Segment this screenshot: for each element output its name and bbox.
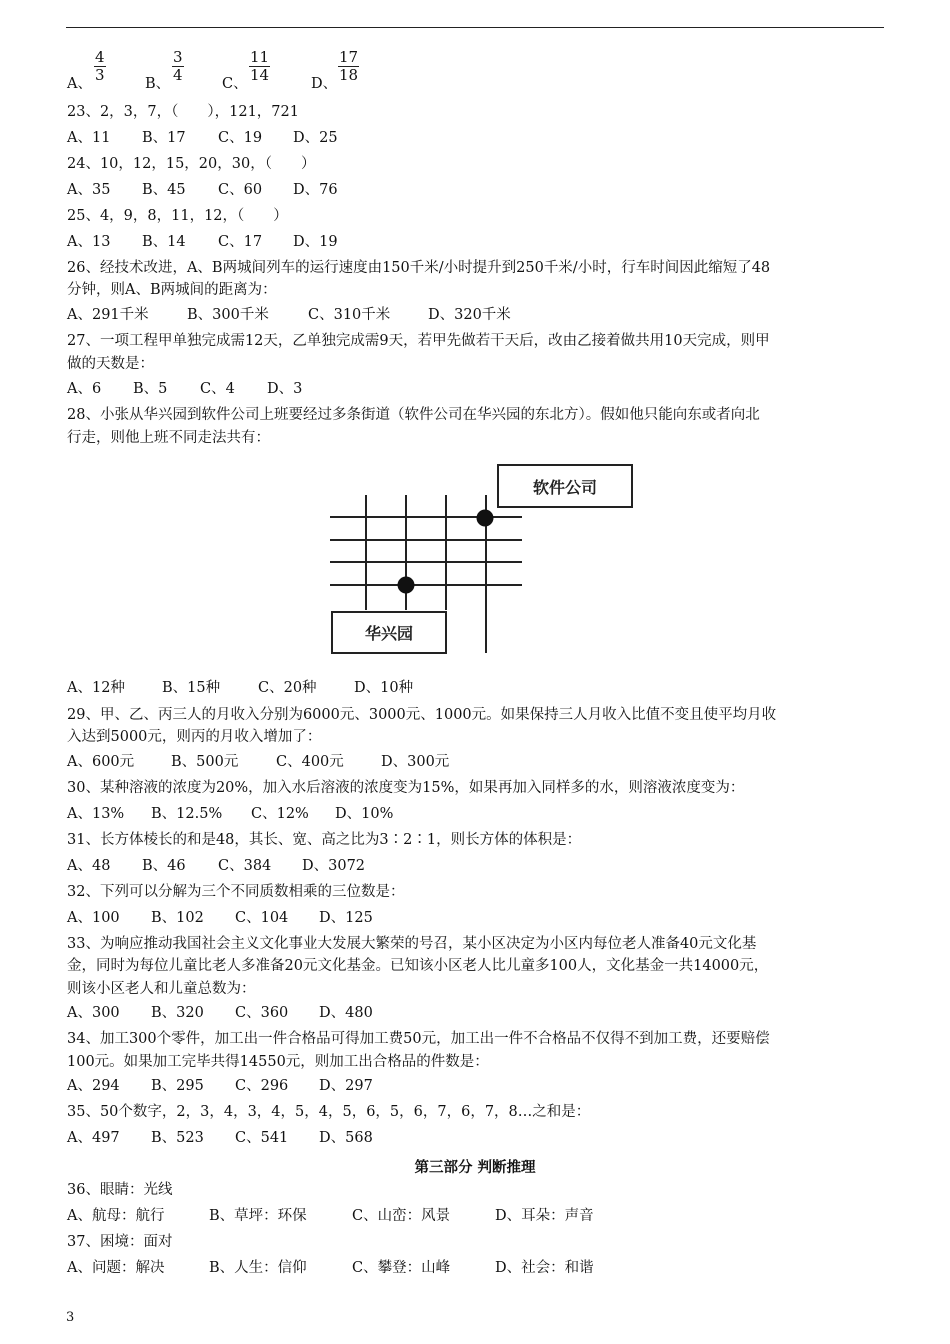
option-d: D、19 [293, 234, 338, 250]
option-a: A、问题：解决 [67, 1260, 165, 1276]
option-b: B、102 [151, 910, 204, 926]
answer-options [67, 1259, 594, 1277]
answer-options [67, 1207, 594, 1225]
option-a: A、11 [67, 130, 111, 146]
question-stem: 36、眼睛：光线 [67, 1182, 173, 1198]
option-d: D、76 [293, 182, 338, 198]
option-d: D、125 [319, 910, 373, 926]
option-d: D、耳朵：声音 [495, 1208, 594, 1224]
question-stem-cont: 则该小区老人和儿童总数为： [67, 981, 256, 997]
option-b: B、45 [142, 182, 186, 198]
q22-label-d: D、 [311, 76, 338, 92]
option-d: D、320千米 [428, 307, 511, 323]
q22-label-a: A、 [67, 76, 92, 92]
question-stem-cont: 金，同时为每位儿童比老人多准备20元文化基金。已知该小区老人比儿童多100人，文化基金一共14000元， [67, 958, 769, 974]
option-a: A、294 [67, 1078, 120, 1094]
option-b: B、46 [142, 858, 186, 874]
option-c: C、400元 [276, 754, 344, 770]
option-b: B、14 [142, 234, 186, 250]
answer-options [67, 306, 511, 324]
question-stem: 26、经技术改进，A、B两城间列车的运行速度由150千米/小时提升到250千米/小时，行车时间因此缩短了48 [67, 260, 771, 276]
option-b: B、12.5% [151, 806, 223, 822]
answer-options [67, 753, 449, 771]
answer-options [67, 380, 302, 398]
option-c: C、384 [218, 858, 272, 874]
q22-fraction-b: $\frac{3}{4}$ [173, 48, 183, 84]
answer-options [67, 909, 373, 927]
option-c: C、104 [235, 910, 289, 926]
answer-options [67, 805, 393, 823]
answer-options [67, 181, 338, 199]
option-a: A、13% [67, 806, 125, 822]
option-d: D、568 [319, 1130, 373, 1146]
option-b: B、17 [142, 130, 186, 146]
question-stem: 23、2，3，7，（ ），121，721 [67, 104, 299, 120]
question-stem: 30、某种溶液的浓度为20%，加入水后溶液的浓度变为15%，如果再加入同样多的水，则溶液浓度变为： [67, 780, 745, 796]
option-a: A、48 [67, 858, 111, 874]
option-c: C、296 [235, 1078, 289, 1094]
option-c: C、19 [218, 130, 263, 146]
question-stem: 35、50个数字，2，3，4，3，4，5，4，5，6，5，6，7，6，7，8…之和是： [67, 1104, 591, 1120]
page-number: 3 [66, 1310, 75, 1325]
question-stem: 28、小张从华兴园到软件公司上班要经过多条街道（软件公司在华兴园的东北方）。假如他只能向东或者向北 [67, 407, 760, 423]
option-c: C、山峦：风景 [352, 1208, 451, 1224]
option-b: B、295 [151, 1078, 204, 1094]
q22-fraction-d: $\frac{17}{18}$ [339, 48, 359, 84]
option-b: B、草坪：环保 [209, 1208, 307, 1224]
q22-label-b: B、 [145, 76, 171, 92]
question-stem: 27、一项工程甲单独完成需12天，乙单独完成需9天，若甲先做若干天后，改由乙接着做共用10天完成，则甲 [67, 333, 770, 349]
option-c: C、4 [200, 381, 235, 397]
option-c: C、60 [218, 182, 263, 198]
answer-options [67, 233, 338, 251]
option-b: B、15种 [162, 680, 221, 696]
question-stem: 29、甲、乙、丙三人的月收入分别为6000元、3000元、1000元。如果保持三人月收入比值不变且使平均月收 [67, 707, 777, 723]
option-a: A、12种 [67, 680, 125, 696]
option-d: D、10种 [354, 680, 414, 696]
option-c: C、攀登：山峰 [352, 1260, 451, 1276]
question-stem: 25、4，9，8，11，12，（ ） [67, 208, 288, 224]
option-a: A、600元 [67, 754, 135, 770]
question-stem: 31、长方体棱长的和是48，其长、宽、高之比为3∶2∶1，则长方体的体积是： [67, 832, 582, 848]
question-stem-cont: 100元。如果加工完毕共得14550元，则加工出合格品的件数是： [67, 1054, 489, 1070]
option-d: D、25 [293, 130, 338, 146]
question-stem-cont: 行走，则他上班不同走法共有： [67, 430, 270, 446]
question-stem: 24、10，12，15，20，30，（ ） [67, 156, 316, 172]
option-b: B、320 [151, 1005, 204, 1021]
answer-options [67, 1129, 373, 1147]
answer-options [67, 129, 338, 147]
option-d: D、社会：和谐 [495, 1260, 594, 1276]
option-a: A、航母：航行 [67, 1208, 165, 1224]
q22-fraction-a: $\frac{4}{3}$ [95, 48, 105, 84]
question-stem-cont: 入达到5000元，则丙的月收入增加了： [67, 729, 322, 745]
question-stem: 33、为响应推动我国社会主义文化事业大发展大繁荣的号召，某小区决定为小区内每位老人准备40元文化基 [67, 936, 757, 952]
option-c: C、360 [235, 1005, 289, 1021]
option-d: D、10% [335, 806, 394, 822]
option-c: C、541 [235, 1130, 289, 1146]
top-rule [66, 27, 884, 28]
option-b: B、300千米 [187, 307, 269, 323]
origin-label: 华兴园 [364, 624, 414, 643]
option-a: A、497 [67, 1130, 120, 1146]
option-c: C、310千米 [308, 307, 391, 323]
option-a: A、6 [67, 381, 102, 397]
q22-fraction-c: $\frac{11}{14}$ [250, 48, 270, 84]
question-stem: 32、下列可以分解为三个不同质数相乘的三位数是： [67, 884, 405, 900]
section-heading: 第三部分 判断推理 [414, 1160, 536, 1176]
question-stem: 37、困境：面对 [67, 1234, 173, 1250]
destination-label: 软件公司 [532, 478, 598, 497]
option-b: B、5 [133, 381, 168, 397]
question-stem-cont: 做的天数是： [67, 356, 154, 372]
option-a: A、300 [67, 1005, 120, 1021]
option-b: B、人生：信仰 [209, 1260, 307, 1276]
option-a: A、13 [67, 234, 111, 250]
option-a: A、35 [67, 182, 111, 198]
option-b: B、500元 [171, 754, 239, 770]
question-stem-cont: 分钟，则A、B两城间的距离为： [67, 282, 277, 298]
q22-label-c: C、 [222, 76, 248, 92]
option-a: A、291千米 [67, 307, 149, 323]
end-point-dot [477, 510, 494, 527]
option-b: B、523 [151, 1130, 204, 1146]
question-stem: 34、加工300个零件，加工出一件合格品可得加工费50元，加工出一件不合格品不仅得不到加工费，还要赔偿 [67, 1031, 770, 1047]
street-grid-diagram [328, 460, 638, 660]
start-point-dot [398, 577, 415, 594]
option-c: C、20种 [258, 680, 317, 696]
option-d: D、3 [267, 381, 303, 397]
option-d: D、300元 [381, 754, 450, 770]
answer-options [67, 857, 365, 875]
option-c: C、17 [218, 234, 263, 250]
option-a: A、100 [67, 910, 120, 926]
option-d: D、297 [319, 1078, 373, 1094]
answer-options [67, 1004, 373, 1022]
answer-options [67, 1077, 373, 1095]
option-d: D、3072 [302, 858, 366, 874]
option-d: D、480 [319, 1005, 373, 1021]
option-c: C、12% [251, 806, 309, 822]
answer-options [67, 679, 413, 697]
